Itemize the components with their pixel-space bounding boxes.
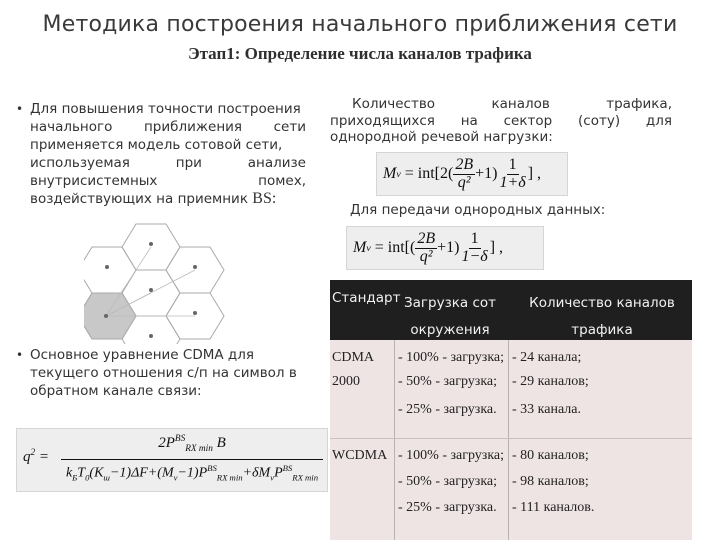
table-cell-load: - 50% - загрузка; — [398, 474, 498, 489]
table-cell-standard: CDMA — [332, 350, 375, 365]
bullet-line: обратном канале связи: — [30, 383, 202, 399]
table-cell-load: - 25% - загрузка. — [398, 500, 497, 515]
table-cell-load: - 100% - загрузка; — [398, 448, 505, 463]
table-cell-channels: - 111 каналов. — [512, 500, 595, 515]
cdma-snr-formula: $q^2$ = $2P^{BS}_{RX min}$ B $k_БT_0(K_ш-1)\Delta F+(M_v-1)P^{BS}_{RX min}+\delta M_vP^{BS}_{RX min}$ — [16, 428, 328, 492]
bullet-cell-model — [16, 100, 306, 208]
data-load-intro: Для передачи однородных данных: — [350, 202, 606, 218]
bullet-line: применяется модель сотовой сети, — [30, 137, 283, 153]
page-title: Методика построения начального приближения сети — [42, 12, 678, 37]
table-cell-standard: WCDMA — [332, 448, 388, 463]
base-station-icon — [149, 242, 153, 246]
bullet-line: начального приближения сети — [30, 119, 306, 135]
header-standard: Стандарт — [332, 290, 401, 306]
hex-cell-diagram — [84, 214, 234, 344]
table-cell-load: - 50% - загрузка; — [398, 374, 498, 389]
bullet-line: Основное уравнение CDMA для — [30, 347, 254, 363]
header-channels: Количество каналов трафика — [529, 295, 675, 338]
page-subtitle: Этап1: Определение числа каналов трафика — [188, 44, 532, 63]
channels-table — [330, 280, 692, 540]
table-cell-channels: - 80 каналов; — [512, 448, 589, 463]
table-cell-load: - 25% - загрузка. — [398, 402, 497, 417]
table-cell-load: - 100% - загрузка; — [398, 350, 505, 365]
table-header — [330, 280, 692, 340]
base-station-icon — [149, 334, 153, 338]
table-body — [330, 340, 692, 540]
bullet-line: внутрисистемных помех, — [30, 173, 306, 189]
table-cell-standard: 2000 — [332, 374, 360, 389]
base-station-icon — [105, 265, 109, 269]
bullet-icon: • — [16, 102, 24, 116]
table-cell-channels: - 98 каналов; — [512, 474, 589, 489]
data-channels-formula: M v = int[( $\frac{2B}{\text{q²}}$ +1) $\frac{1}{1-\delta}$ ] , — [346, 226, 544, 270]
base-station-icon — [104, 314, 108, 318]
voice-load-intro: Количество каналов трафика, приходящихся на сектор (соту) для однородной речевой нагрузки: — [330, 96, 672, 145]
bullet-line: воздействующих на приемник BS: — [30, 190, 277, 207]
header-load: Загрузка сот окружения — [403, 295, 497, 338]
bullet-cdma-equation — [16, 346, 306, 400]
bullet-line: текущего отношения с/п на символ в — [30, 365, 297, 381]
bullet-line: Для повышения точности построения — [30, 101, 301, 117]
table-cell-channels: - 29 каналов; — [512, 374, 589, 389]
table-cell-channels: - 33 канала. — [512, 402, 581, 417]
bullet-icon: • — [16, 348, 24, 362]
hex-cell — [84, 247, 136, 293]
base-station-icon — [149, 288, 153, 292]
base-station-icon — [193, 265, 197, 269]
table-cell-channels: - 24 канала; — [512, 350, 582, 365]
bullet-line: используемая при анализе — [30, 155, 306, 171]
voice-channels-formula: M v = int[2( $\frac{2B}{\text{q²}}$ +1) $\frac{1}{1+\delta}$ ] , — [376, 152, 568, 196]
base-station-icon — [193, 311, 197, 315]
